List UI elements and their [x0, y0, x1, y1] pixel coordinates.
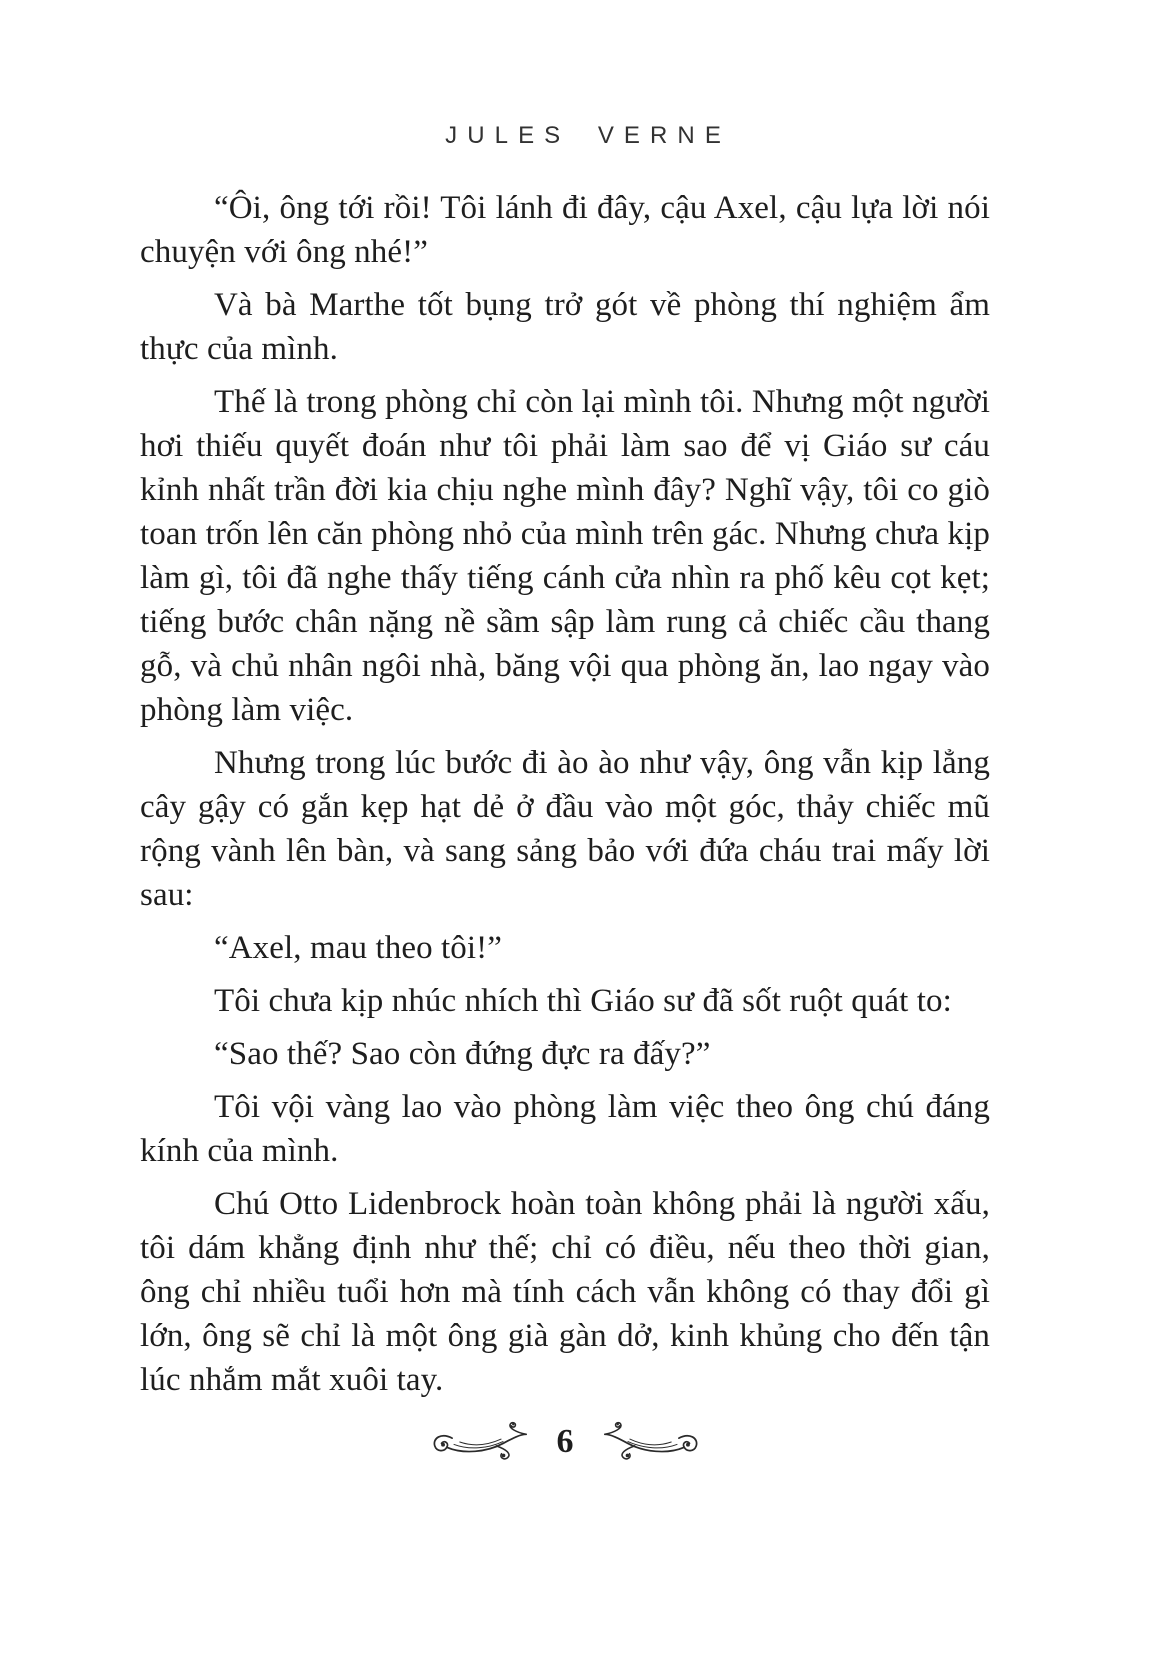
paragraph: Tôi vội vàng lao vào phòng làm việc theo ông chú đáng kính của mình. [140, 1089, 990, 1169]
running-header-title: JULES VERNE [445, 122, 731, 149]
paragraph: “Ôi, ông tới rồi! Tôi lánh đi đây, cậu Axel, cậu lựa lời nói chuyện với ông nhé!” [140, 190, 990, 270]
paragraph: Chú Otto Lidenbrock hoàn toàn không phải là người xấu, tôi dám khẳng định như thế; chỉ có điều, nếu theo thời gian, ông chỉ nhiều tuổi hơn mà tính cách vẫn không có thay đổi gì lớn, ông sẽ chỉ là một ông già gàn dở, kinh khủng cho đến tận lúc nhắm mắt xuôi tay. [140, 1186, 990, 1398]
flourish-left-icon [429, 1421, 529, 1463]
paragraph: “Sao thế? Sao còn đứng đực ra đấy?” [214, 1036, 711, 1072]
page-footer [140, 1418, 990, 1466]
paragraph: “Axel, mau theo tôi!” [214, 930, 502, 966]
flourish-right-icon [602, 1421, 702, 1463]
paragraph: Và bà Marthe tốt bụng trở gót về phòng thí nghiệm ẩm thực của mình. [140, 287, 990, 367]
paragraph: Tôi chưa kịp nhúc nhích thì Giáo sư đã sốt ruột quát to: [214, 983, 952, 1019]
page-body-text [140, 186, 990, 1411]
paragraph: Thế là trong phòng chỉ còn lại mình tôi. Nhưng một người hơi thiếu quyết đoán như tôi phải làm sao để vị Giáo sư cáu kỉnh nhất trần đời kia chịu nghe mình đây? Nghĩ vậy, tôi co giò toan trốn lên căn phòng nhỏ của mình trên gác. Nhưng chưa kịp làm gì, tôi đã nghe thấy tiếng cánh cửa nhìn ra phố kêu cọt kẹt; tiếng bước chân nặng nề sầm sập làm rung cả chiếc cầu thang gỗ, và chủ nhân ngôi nhà, băng vội qua phòng ăn, lao ngay vào phòng làm việc. [140, 384, 990, 728]
page-number: 6 [556, 1423, 574, 1460]
paragraph: Nhưng trong lúc bước đi ào ào như vậy, ông vẫn kịp lẳng cây gậy có gắn kẹp hạt dẻ ở đầu vào một góc, thảy chiếc mũ rộng vành lên bàn, và sang sảng bảo với đứa cháu trai mấy lời sau: [140, 745, 990, 913]
